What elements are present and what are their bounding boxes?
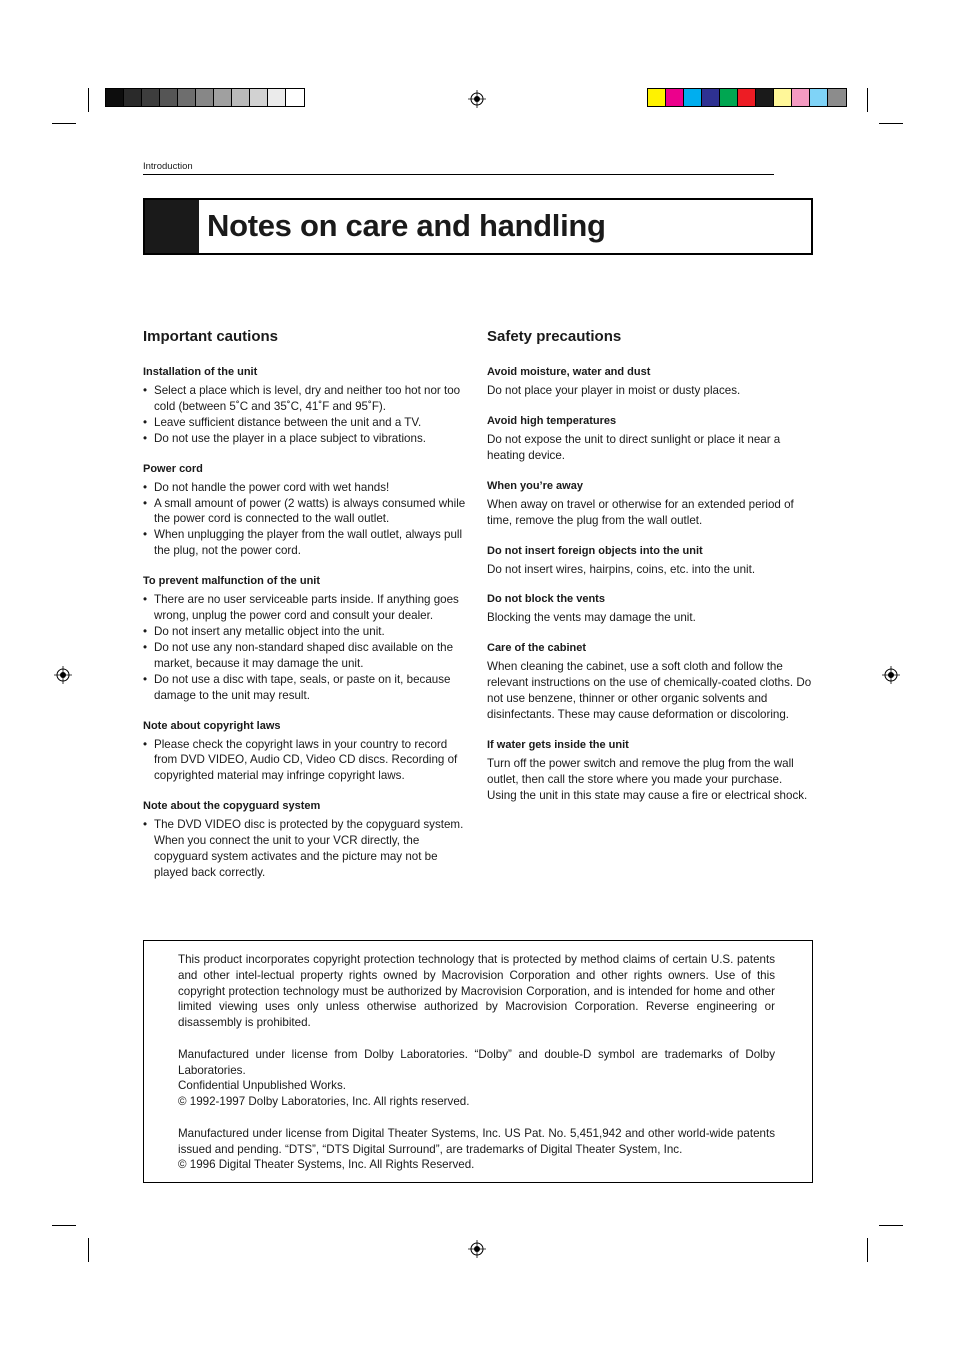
section-title: Do not insert foreign objects into the unit — [487, 544, 703, 557]
bullet-icon: • — [143, 672, 148, 686]
list-item — [143, 383, 471, 415]
precaution-section — [487, 592, 812, 626]
color-swatch — [268, 89, 286, 106]
color-swatch — [232, 89, 250, 106]
registration-mark-icon — [54, 666, 72, 684]
list-item-text: Select a place which is level, dry and neither too hot nor too cold (between 5˚C and 35˚C, 41˚F and 95˚F). — [154, 384, 461, 413]
bullet-list — [143, 737, 471, 785]
section-title: Care of the cabinet — [487, 642, 587, 655]
precaution-section — [487, 479, 812, 529]
list-item-text: Do not use any non-standard shaped disc available on the market, because it may damage the unit. — [154, 640, 454, 670]
dolby-notice — [178, 1047, 775, 1110]
bullet-icon: • — [143, 384, 148, 397]
precautions-list — [487, 365, 812, 804]
legal-notice-text — [178, 952, 775, 1173]
bullet-icon: • — [143, 480, 148, 494]
crop-mark — [867, 88, 868, 112]
color-swatch — [792, 89, 810, 106]
registration-mark-icon — [882, 666, 900, 684]
registration-mark-icon — [468, 90, 486, 108]
dts-license: Manufactured under license from Digital Theater Systems, Inc. US Pat. No. 5,451,942 and other world-wide patents issued and pending. “DTS”, “DTS Digital Surround”, are trademarks of Digital Theater System, Inc. — [178, 1126, 775, 1156]
list-item — [143, 431, 471, 447]
list-item-text: Do not use the player in a place subject to vibrations. — [154, 431, 426, 445]
bullet-list — [143, 383, 471, 447]
color-swatch — [196, 89, 214, 106]
color-swatch — [828, 89, 846, 106]
crop-mark — [867, 1238, 868, 1262]
crop-mark — [52, 1225, 76, 1226]
precaution-section — [487, 365, 812, 399]
section-text: Do not place your player in moist or dusty places. — [487, 384, 741, 397]
header-rule — [143, 174, 774, 175]
section-title: Power cord — [143, 462, 203, 475]
section-title: Do not block the vents — [487, 593, 605, 606]
gray-calibration-bar — [105, 88, 305, 107]
bullet-icon: • — [143, 737, 148, 751]
list-item — [143, 624, 471, 640]
section-text: Do not expose the unit to direct sunlight or place it near a heating device. — [487, 432, 781, 462]
dolby-copyright: © 1992-1997 Dolby Laboratories, Inc. All rights reserved. — [178, 1095, 470, 1109]
list-item-text: A small amount of power (2 watts) is always consumed while the power cord is connected to the wall outlet. — [154, 496, 466, 526]
bullet-icon: • — [143, 415, 148, 429]
crop-mark — [88, 88, 89, 112]
color-swatch — [738, 89, 756, 106]
legal-notice-box — [143, 940, 813, 1183]
list-item — [143, 640, 471, 672]
title-block — [145, 200, 199, 253]
list-item — [143, 737, 471, 785]
dolby-license: Manufactured under license from Dolby Laboratories. “Dolby” and double-D symbol are trademarks of Dolby Laboratories. — [178, 1047, 775, 1077]
precaution-section — [487, 641, 812, 723]
list-item-text: Please check the copyright laws in your country to record from DVD VIDEO, Audio CD, Video CD discs. Recording of copyrighted material may infringe copyright laws. — [154, 737, 458, 783]
color-swatch — [774, 89, 792, 106]
section-title: Avoid moisture, water and dust — [487, 366, 651, 378]
color-swatch — [666, 89, 684, 106]
color-swatch — [250, 89, 268, 106]
color-swatch — [178, 89, 196, 106]
list-item-text: There are no user serviceable parts inside. If anything goes wrong, unplug the power cord and consult your dealer. — [154, 593, 459, 623]
column-heading: Important cautions — [143, 328, 279, 345]
bullet-list — [143, 817, 471, 881]
title-box — [143, 198, 813, 255]
list-item-text: The DVD VIDEO disc is protected by the copyguard system. When you connect the unit to your VCR directly, the copyguard system activates and the picture may not be played back correctly. — [154, 818, 464, 879]
macrovision-notice: This product incorporates copyright protection technology that is protected by method claims of certain U.S. patents and other intel-lectual property rights owned by Macrovision Corporation and other rights owners. Use of this copyright protection technology must be authorized by Macrovision Corporation, and is intended for home and other limited viewing uses only unless otherwise authorized by Macrovision Corporation. Reverse engineering or disassembly is prohibited. — [178, 953, 775, 1030]
column-heading: Safety precautions — [487, 328, 622, 345]
color-swatch — [648, 89, 666, 106]
crop-mark — [88, 1238, 89, 1262]
color-swatch — [106, 89, 124, 106]
registration-mark-icon — [468, 1240, 486, 1258]
crop-mark — [879, 1225, 903, 1226]
list-item — [143, 592, 471, 624]
caution-section — [143, 574, 471, 703]
list-item-text: Do not insert any metallic object into the unit. — [154, 624, 385, 638]
section-title: If water gets inside the unit — [487, 738, 629, 751]
color-swatch — [124, 89, 142, 106]
color-swatch — [702, 89, 720, 106]
section-title: Note about the copyguard system — [143, 800, 321, 813]
color-calibration-bar — [647, 88, 847, 107]
crop-mark — [879, 123, 903, 124]
caution-section — [143, 365, 471, 447]
color-swatch — [142, 89, 160, 106]
bullet-icon: • — [143, 593, 148, 607]
dolby-confidential: Confidential Unpublished Works. — [178, 1079, 346, 1093]
caution-section — [143, 719, 471, 785]
precaution-section — [487, 414, 812, 464]
section-text: Turn off the power switch and remove the plug from the wall outlet, then call the store where you made your purchase. Using the unit in this state may cause a fire or electrical shock. — [487, 756, 808, 802]
list-item — [143, 817, 471, 881]
color-swatch — [214, 89, 232, 106]
cautions-list — [143, 365, 471, 881]
bullet-icon: • — [143, 818, 148, 832]
color-swatch — [160, 89, 178, 106]
bullet-list — [143, 480, 471, 560]
section-title: Avoid high temperatures — [487, 414, 617, 427]
color-swatch — [756, 89, 774, 106]
color-swatch — [810, 89, 828, 106]
caution-section — [143, 462, 471, 560]
section-text: When away on travel or otherwise for an extended period of time, remove the plug from the wall outlet. — [487, 497, 794, 527]
section-text: Blocking the vents may damage the unit. — [487, 611, 696, 625]
page-title: Notes on care and handling — [207, 208, 606, 243]
list-item-text: Do not use a disc with tape, seals, or paste on it, because damage to the unit may result. — [154, 672, 451, 702]
important-cautions-column — [143, 328, 471, 896]
section-text: When cleaning the cabinet, use a soft cloth and follow the relevant instructions on the use of chemically-coated cloths. Do not use benzene, thinner or other organic solvents and disinfectants. These may cause deformation or discoloring. — [487, 660, 812, 722]
bullet-icon: • — [143, 624, 148, 638]
section-text: Do not insert wires, hairpins, coins, etc. into the unit. — [487, 562, 756, 576]
dts-copyright: © 1996 Digital Theater Systems, Inc. All Rights Reserved. — [178, 1158, 475, 1172]
section-title: Installation of the unit — [143, 366, 258, 378]
crop-mark — [52, 123, 76, 124]
bullet-icon: • — [143, 431, 148, 445]
list-item-text: Do not handle the power cord with wet hands! — [154, 480, 390, 494]
precaution-section — [487, 544, 812, 578]
color-swatch — [286, 89, 304, 106]
precaution-section — [487, 738, 812, 804]
list-item — [143, 480, 471, 496]
bullet-list — [143, 592, 471, 703]
safety-precautions-column — [487, 328, 812, 819]
color-swatch — [720, 89, 738, 106]
list-item — [143, 415, 471, 431]
bullet-icon: • — [143, 496, 148, 510]
section-title: Note about copyright laws — [143, 719, 281, 732]
list-item — [143, 672, 471, 704]
caution-section — [143, 799, 471, 881]
section-title: To prevent malfunction of the unit — [143, 575, 321, 588]
list-item-text: When unplugging the player from the wall outlet, always pull the plug, not the power cord. — [154, 528, 463, 558]
bullet-icon: • — [143, 640, 148, 654]
list-item — [143, 527, 471, 559]
section-label: Introduction — [143, 161, 193, 172]
list-item — [143, 496, 471, 528]
section-title: When you’re away — [487, 479, 583, 492]
dts-notice — [178, 1126, 775, 1173]
bullet-icon: • — [143, 528, 148, 542]
list-item-text: Leave sufficient distance between the unit and a TV. — [154, 415, 422, 429]
color-swatch — [684, 89, 702, 106]
